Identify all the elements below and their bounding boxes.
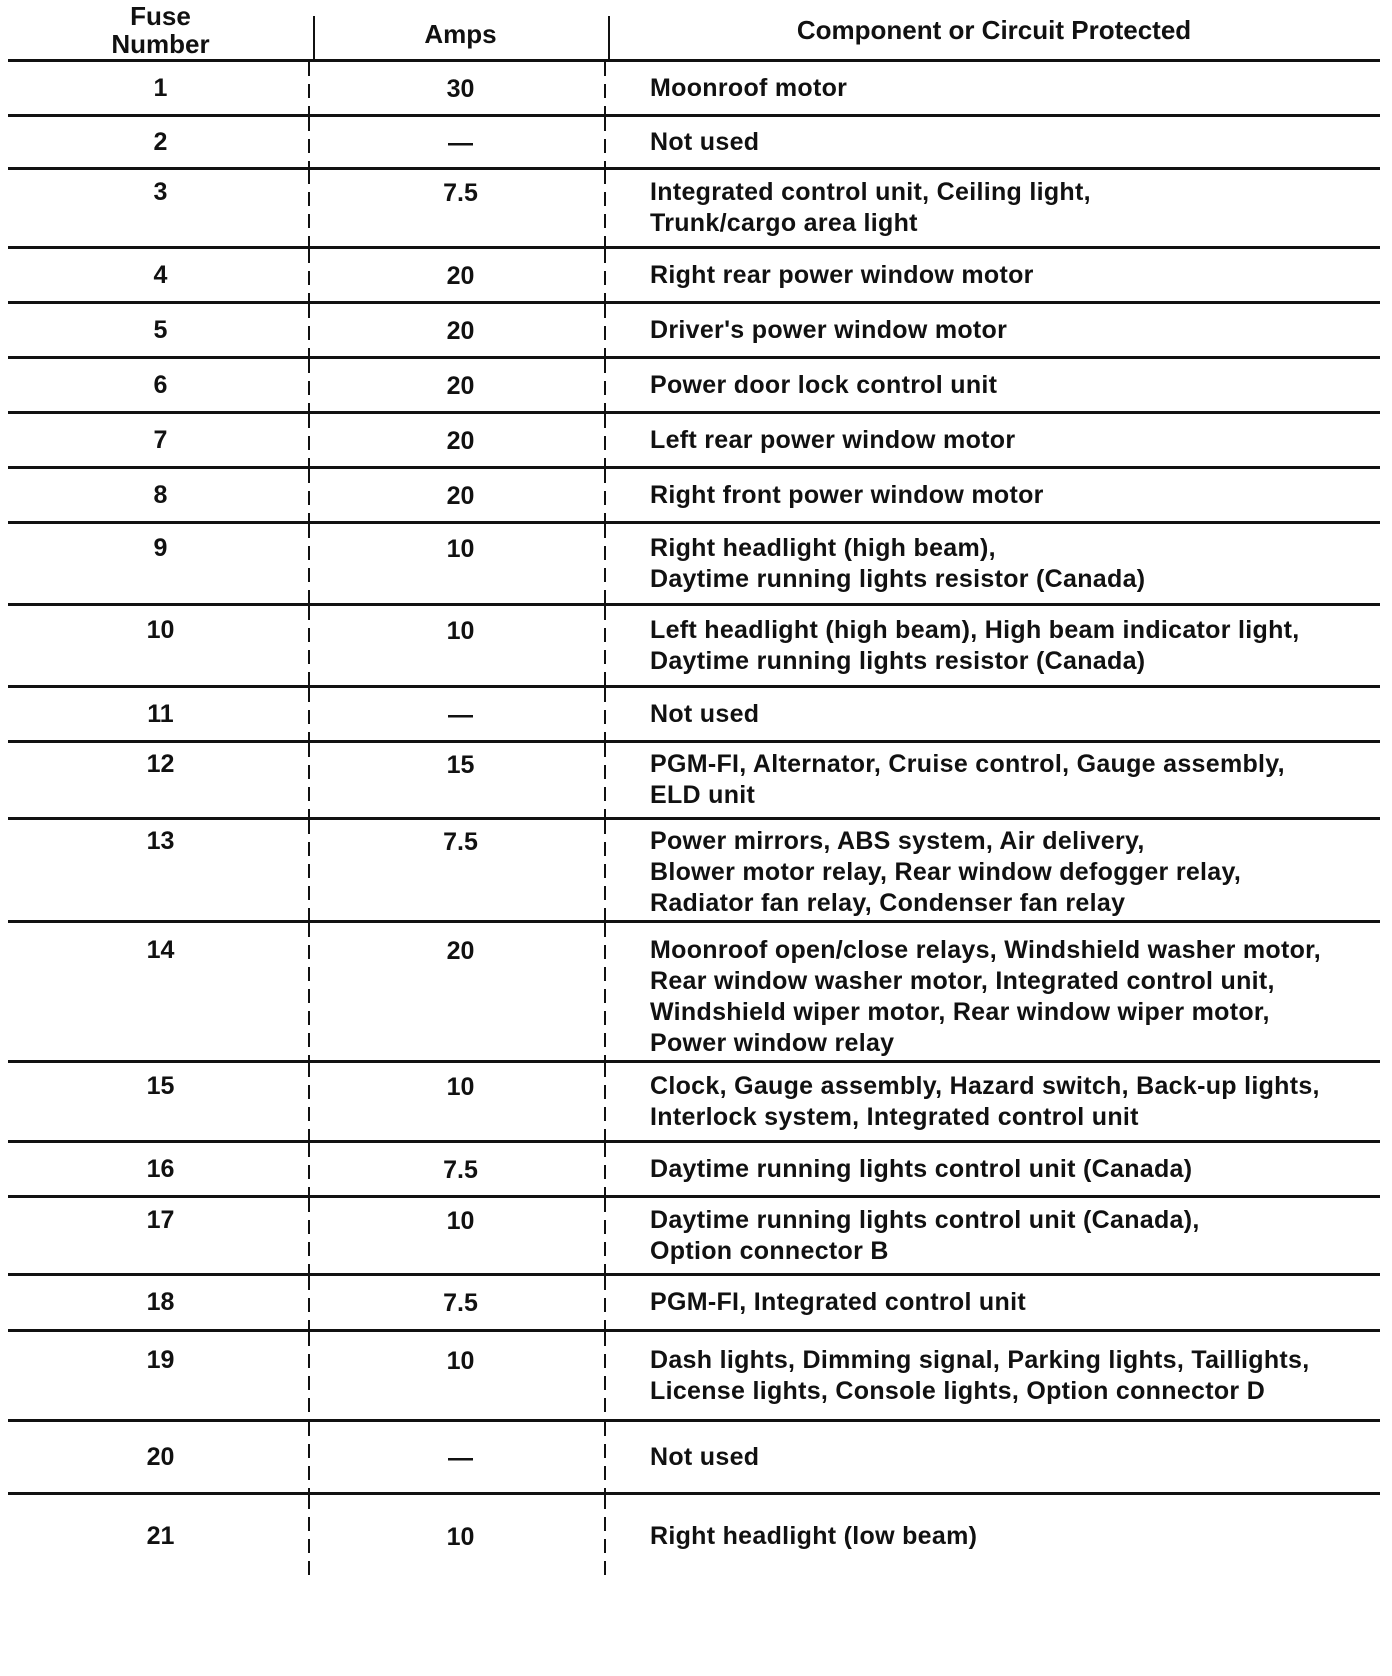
column-divider — [308, 170, 310, 246]
column-divider — [604, 524, 606, 603]
component-line: Option connector B — [650, 1237, 889, 1265]
table-row — [8, 1422, 1380, 1495]
component-description — [650, 935, 1380, 1059]
fuse-amps: 10 — [446, 1523, 475, 1551]
component-description — [650, 749, 1380, 811]
component-description — [650, 699, 1380, 730]
component-line: Dash lights, Dimming signal, Parking lights, Taillights, — [650, 1346, 1310, 1374]
component-line: PGM-FI, Alternator, Cruise control, Gauge assembly, — [650, 750, 1285, 778]
column-divider — [604, 1143, 606, 1195]
header-component: Component or Circuit Protected — [796, 15, 1192, 45]
fuse-number: 12 — [146, 750, 175, 778]
table-row — [8, 170, 1380, 249]
component-description — [650, 425, 1380, 456]
fuse-number: 4 — [153, 261, 168, 289]
component-line: Left headlight (high beam), High beam indicator light, — [650, 616, 1300, 644]
component-line: Not used — [650, 128, 760, 156]
column-divider — [604, 414, 606, 466]
component-description — [650, 615, 1380, 677]
component-description — [650, 533, 1380, 595]
fuse-amps: 20 — [446, 427, 475, 455]
column-divider — [308, 469, 310, 521]
fuse-amps: — — [448, 1444, 473, 1472]
column-divider — [604, 117, 606, 167]
column-divider — [308, 117, 310, 167]
fuse-number: 6 — [153, 371, 168, 399]
component-line: Not used — [650, 700, 760, 728]
table-row — [8, 1143, 1380, 1198]
table-row — [8, 1198, 1380, 1276]
column-divider — [308, 743, 310, 817]
component-description — [650, 1442, 1380, 1473]
table-row — [8, 923, 1380, 1063]
component-description — [650, 480, 1380, 511]
table-row — [8, 249, 1380, 304]
component-line: Trunk/cargo area light — [650, 209, 918, 237]
component-description — [650, 1287, 1380, 1318]
column-divider — [604, 743, 606, 817]
fuse-number: 16 — [146, 1155, 175, 1183]
component-line: Windshield wiper motor, Rear window wiper motor, — [650, 998, 1270, 1026]
component-description — [650, 1071, 1380, 1133]
fuse-amps: 7.5 — [443, 1289, 478, 1317]
column-divider — [604, 1332, 606, 1419]
fuse-number: 13 — [146, 827, 175, 855]
column-divider — [604, 1276, 606, 1329]
table-row — [8, 1332, 1380, 1422]
fuse-number: 15 — [146, 1072, 175, 1100]
fuse-number: 20 — [146, 1443, 175, 1471]
component-line: Moonroof motor — [650, 74, 848, 102]
fuse-amps: 10 — [446, 1073, 475, 1101]
column-divider — [308, 688, 310, 740]
component-description — [650, 1345, 1380, 1407]
column-divider — [308, 1332, 310, 1419]
column-divider — [308, 62, 310, 114]
fuse-number: 2 — [153, 128, 168, 156]
fuse-amps: 15 — [446, 751, 475, 779]
table-row — [8, 1495, 1380, 1583]
table-row — [8, 62, 1380, 117]
fuse-number: 18 — [146, 1288, 175, 1316]
fuse-number: 17 — [146, 1206, 175, 1234]
column-divider — [604, 1495, 606, 1583]
column-divider — [308, 359, 310, 411]
table-row — [8, 359, 1380, 414]
column-divider — [604, 688, 606, 740]
component-description — [650, 1205, 1380, 1267]
component-description — [650, 73, 1380, 104]
fuse-amps: 20 — [446, 482, 475, 510]
component-line: PGM-FI, Integrated control unit — [650, 1288, 1026, 1316]
column-divider — [604, 820, 606, 920]
component-line: Interlock system, Integrated control unit — [650, 1103, 1139, 1131]
component-line: Integrated control unit, Ceiling light, — [650, 178, 1091, 206]
table-row — [8, 743, 1380, 820]
component-line: Radiator fan relay, Condenser fan relay — [650, 889, 1126, 917]
component-line: Right rear power window motor — [650, 261, 1034, 289]
table-body — [8, 62, 1380, 1583]
component-description — [650, 370, 1380, 401]
column-divider — [308, 304, 310, 356]
component-line: Rear window washer motor, Integrated control unit, — [650, 967, 1275, 995]
column-divider — [308, 1422, 310, 1492]
column-divider — [604, 1198, 606, 1273]
fuse-amps: 10 — [446, 617, 475, 645]
fuse-amps: 20 — [446, 372, 475, 400]
fuse-amps: 20 — [446, 262, 475, 290]
fuse-amps: 7.5 — [443, 179, 478, 207]
component-line: Not used — [650, 1443, 760, 1471]
component-line: ELD unit — [650, 781, 756, 809]
table-row — [8, 414, 1380, 469]
fuse-amps: 10 — [446, 535, 475, 563]
component-line: Driver's power window motor — [650, 316, 1008, 344]
fuse-amps: 30 — [446, 75, 475, 103]
component-line: Daytime running lights resistor (Canada) — [650, 647, 1146, 675]
fuse-amps: 10 — [446, 1207, 475, 1235]
column-divider — [604, 1063, 606, 1140]
column-divider — [604, 923, 606, 1060]
table-row — [8, 1063, 1380, 1143]
table-row — [8, 469, 1380, 524]
component-line: Right headlight (high beam), — [650, 534, 996, 562]
header-amps: Amps — [424, 19, 497, 49]
column-divider — [604, 606, 606, 685]
component-line: Right front power window motor — [650, 481, 1044, 509]
column-divider — [604, 170, 606, 246]
table-row — [8, 820, 1380, 923]
component-line: Power door lock control unit — [650, 371, 998, 399]
fuse-number: 1 — [153, 74, 168, 102]
header-fuse-line2: Number — [111, 29, 210, 59]
component-line: Power window relay — [650, 1029, 895, 1057]
column-divider — [308, 414, 310, 466]
column-divider — [308, 1276, 310, 1329]
component-line: Right headlight (low beam) — [650, 1522, 978, 1550]
fuse-number: 5 — [153, 316, 168, 344]
fuse-amps: — — [448, 701, 473, 729]
component-line: Blower motor relay, Rear window defogger relay, — [650, 858, 1242, 886]
component-line: Daytime running lights control unit (Canada), — [650, 1206, 1200, 1234]
column-divider — [604, 62, 606, 114]
column-divider — [308, 1063, 310, 1140]
fuse-amps: 7.5 — [443, 828, 478, 856]
table-row — [8, 688, 1380, 743]
column-divider — [308, 923, 310, 1060]
component-line: Daytime running lights resistor (Canada) — [650, 565, 1146, 593]
column-divider — [604, 1422, 606, 1492]
column-divider — [604, 304, 606, 356]
table-row — [8, 117, 1380, 170]
component-line: Clock, Gauge assembly, Hazard switch, Back-up lights, — [650, 1072, 1320, 1100]
column-divider — [308, 1198, 310, 1273]
column-divider — [604, 359, 606, 411]
table-header — [8, 0, 1380, 62]
component-description — [650, 260, 1380, 291]
component-description — [650, 1521, 1380, 1552]
component-description — [650, 127, 1380, 158]
fuse-number: 14 — [146, 936, 175, 964]
fuse-number: 11 — [147, 700, 174, 728]
column-divider — [604, 469, 606, 521]
table-row — [8, 524, 1380, 606]
component-description — [650, 826, 1380, 919]
column-divider — [308, 1495, 310, 1583]
fuse-number: 3 — [153, 178, 168, 206]
fuse-number: 8 — [153, 481, 168, 509]
fuse-number: 10 — [146, 616, 175, 644]
component-line: Left rear power window motor — [650, 426, 1016, 454]
component-description — [650, 177, 1380, 239]
fuse-amps: 20 — [446, 937, 475, 965]
table-row — [8, 606, 1380, 688]
component-line: Moonroof open/close relays, Windshield washer motor, — [650, 936, 1322, 964]
fuse-number: 9 — [153, 534, 168, 562]
column-divider — [308, 524, 310, 603]
table-row — [8, 304, 1380, 359]
header-fuse-line1: Fuse — [130, 1, 191, 31]
component-description — [650, 315, 1380, 346]
column-divider — [308, 249, 310, 301]
column-divider — [308, 606, 310, 685]
fuse-amps: 10 — [446, 1347, 475, 1375]
column-divider — [604, 249, 606, 301]
fuse-number: 7 — [153, 426, 168, 454]
header-fuse-number — [8, 0, 313, 60]
component-line: Power mirrors, ABS system, Air delivery, — [650, 827, 1145, 855]
fuse-number: 21 — [146, 1522, 175, 1550]
table-row — [8, 1276, 1380, 1332]
component-line: Daytime running lights control unit (Canada) — [650, 1155, 1193, 1183]
component-description — [650, 1154, 1380, 1185]
component-line: License lights, Console lights, Option connector D — [650, 1377, 1266, 1405]
column-divider — [308, 820, 310, 920]
column-divider — [308, 1143, 310, 1195]
fuse-amps: — — [448, 129, 473, 157]
fuse-amps: 20 — [446, 317, 475, 345]
fuse-amps: 7.5 — [443, 1156, 478, 1184]
fuse-number: 19 — [146, 1346, 175, 1374]
